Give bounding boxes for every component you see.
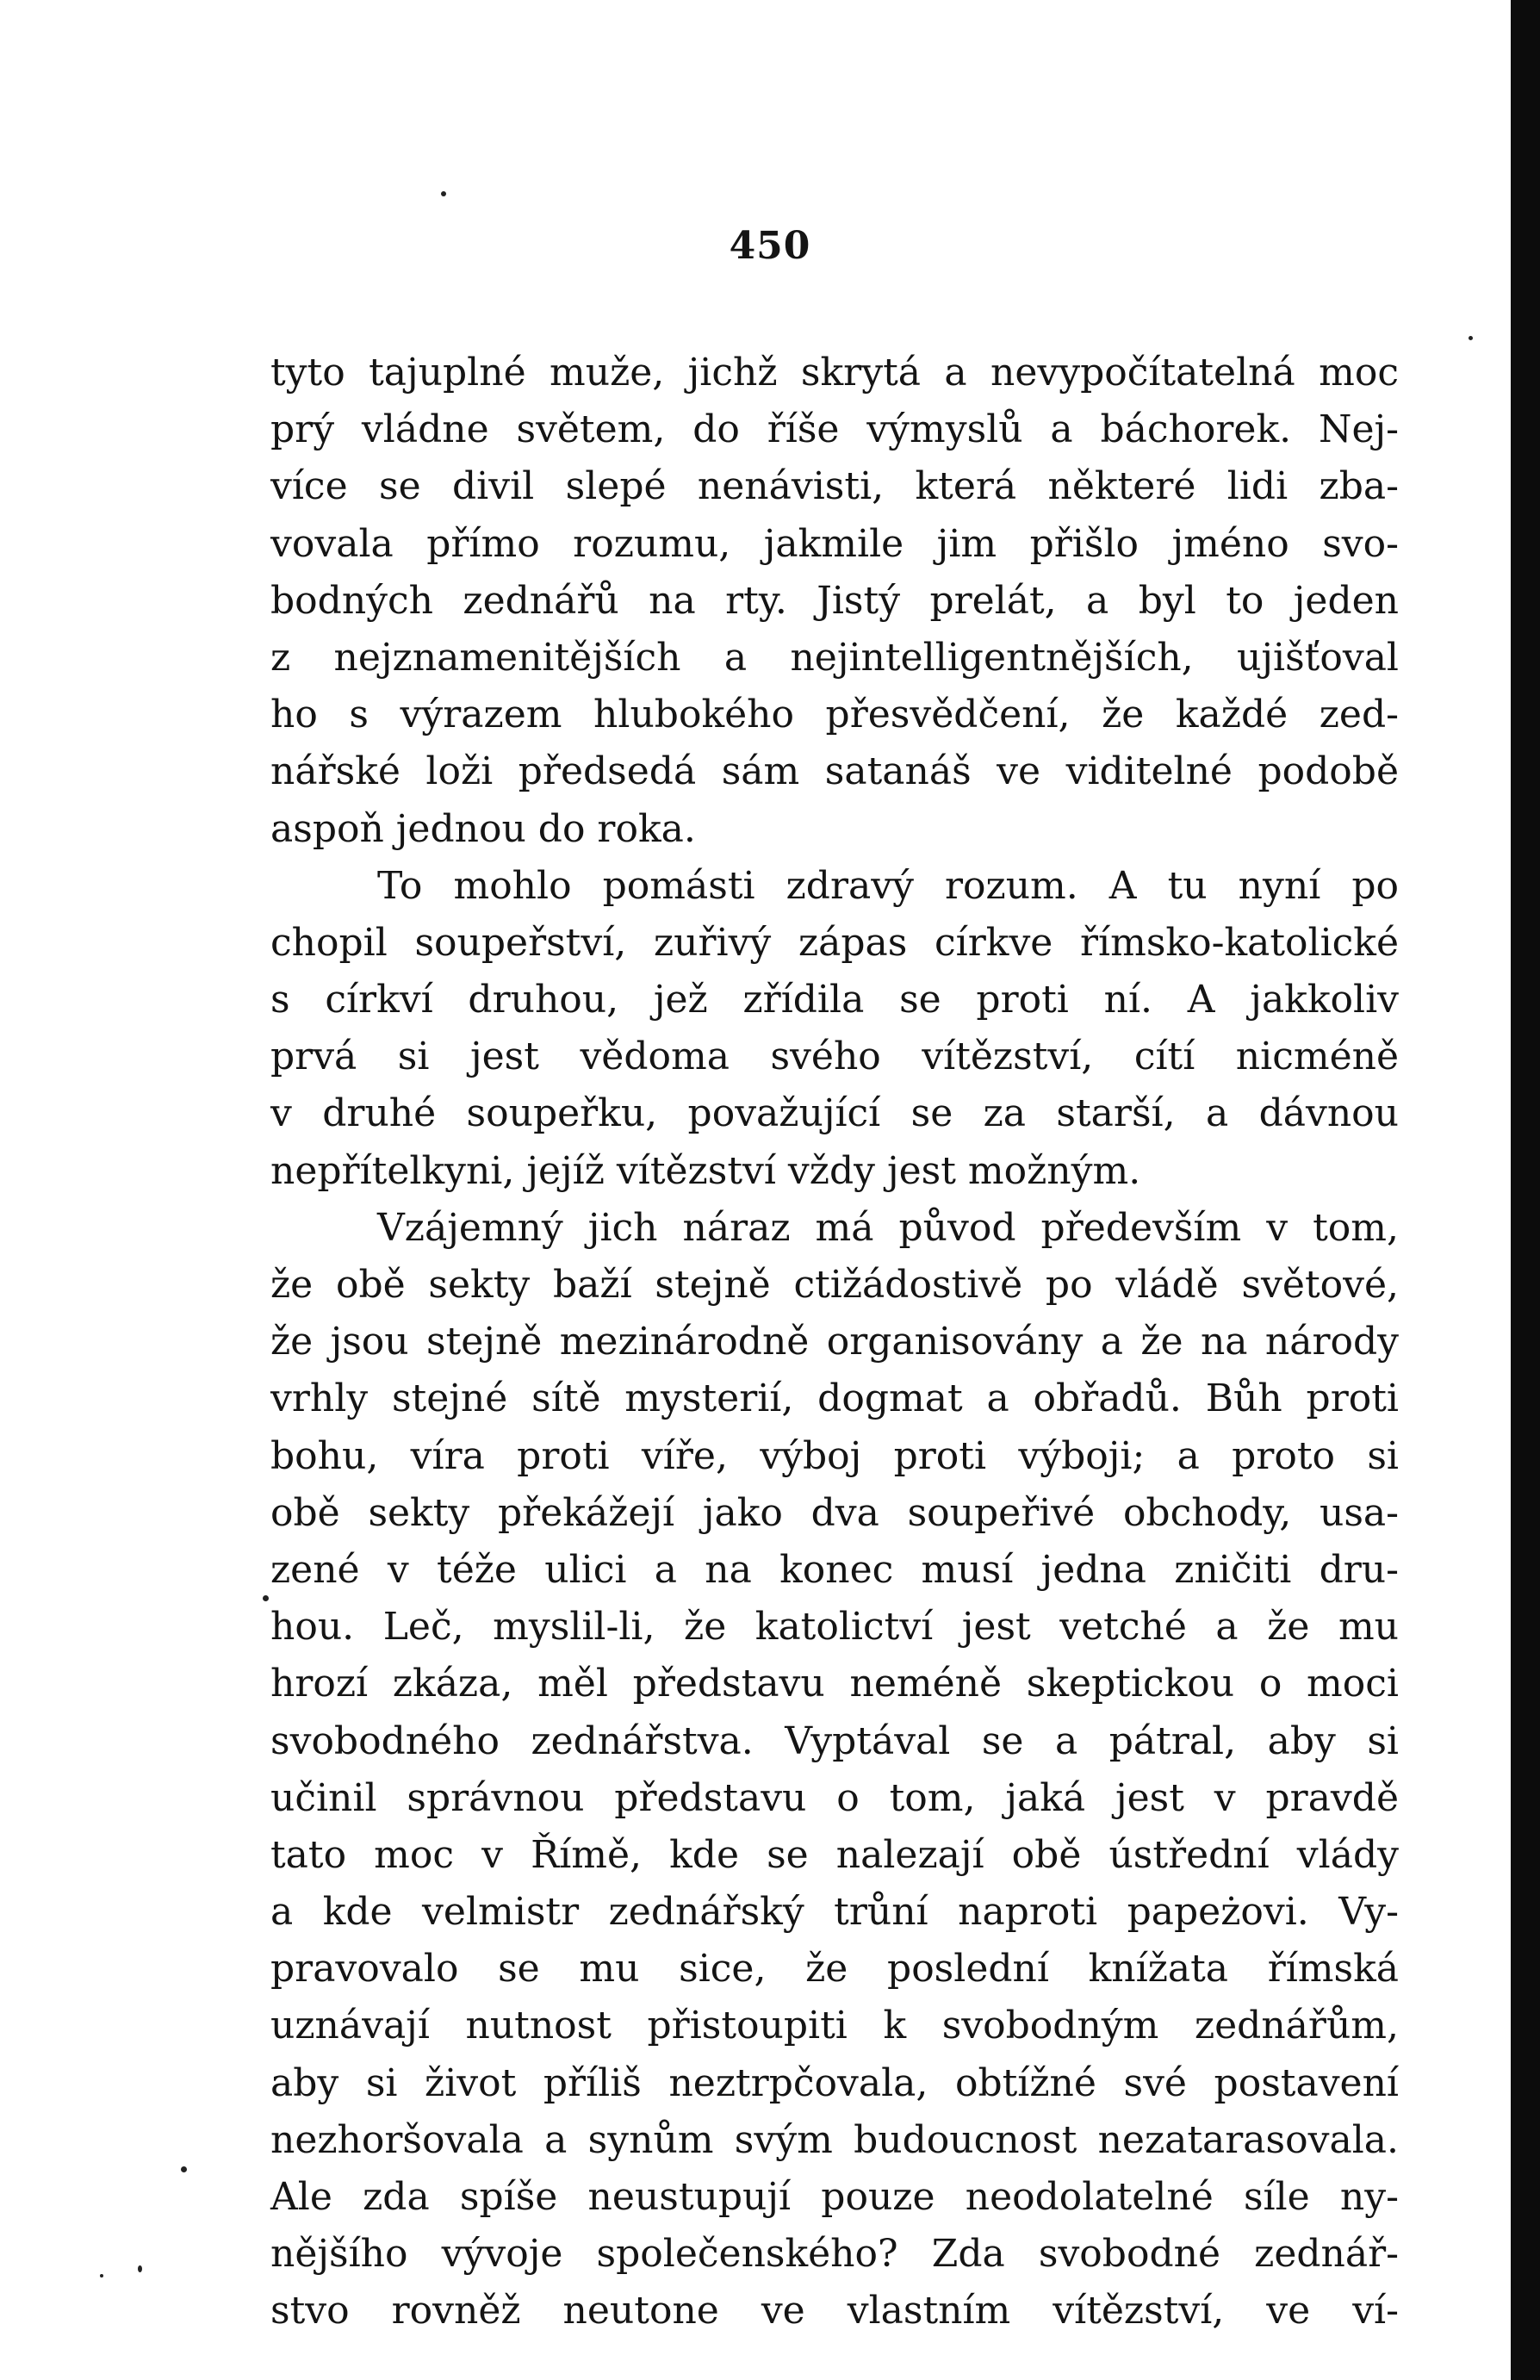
body-text [270,345,1399,2340]
text-line: pravovalo se mu sice, že poslední knížata římská [270,1947,1399,1992]
text-line: nářské loži předsedá sám satanáš ve viditelné podobě [270,749,1399,794]
text-line: více se divil slepé nenávisti, která některé lidi zba- [270,464,1399,509]
text-line: učinil správnou představu o tom, jaká jest v pravdě [270,1775,1399,1820]
text-line: Ale zda spíše neustupují pouze neodolatelné síle ny- [270,2175,1399,2219]
text-line: chopil soupeřství, zuřivý zápas církve římsko-katolické [270,920,1399,965]
scan-speck [138,2265,142,2272]
text-line: stvo rovněž neutone ve vlastním vítězství, ve ví- [270,2289,1399,2333]
scan-speck [100,2274,103,2277]
text-line: svobodného zednářstva. Vyptával se a pátral, aby si [270,1718,1399,1763]
text-line: tato moc v Římě, kde se nalezají obě ústřední vlády [270,1832,1399,1877]
text-line: obě sekty překážejí jako dva soupeřivé obchody, usa- [270,1490,1399,1535]
text-line: tyto tajuplné muže, jichž skrytá a nevypočítatelná moc [270,351,1399,395]
text-line: aby si život příliš neztrpčovala, obtížné své postavení [270,2060,1399,2105]
text-line: zené v téže ulici a na konec musí jedna zničiti dru- [270,1547,1399,1592]
text-line: aspoň jednou do roka. [270,806,696,851]
text-line: Vzájemný jich náraz má původ především v tom, [377,1205,1399,1250]
text-line: v druhé soupeřku, považující se za starší, a dávnou [270,1091,1399,1136]
text-line: prvá si jest vědoma svého vítězství, cítí nicméně [270,1035,1399,1079]
text-line: ho s výrazem hlubokého přesvědčení, že každé zed- [270,693,1399,737]
text-line: že obě sekty baží stejně ctižádostivě po vládě světové, [270,1263,1399,1307]
text-line: z nejznamenitějších a nejintelligentnějších, ujišťoval [270,635,1399,680]
text-line: bohu, víra proti víře, výboj proti výboji; a proto si [270,1433,1399,1478]
text-line: nepřítelkyni, jejíž vítězství vždy jest možným. [270,1148,1141,1193]
text-line: hou. Leč, myslil-li, že katolictví jest vetché a že mu [270,1605,1399,1650]
text-line: že jsou stejně mezinárodně organisovány a že na národy [270,1320,1399,1364]
page-edge-shadow [1511,0,1540,2380]
page-number: 450 [729,224,811,268]
scan-speck [1469,336,1473,340]
scan-speck [181,2166,187,2172]
text-line: nezhoršovala a synům svým budoucnost nezatarasovala. [270,2117,1399,2162]
text-line: bodných zednářů na rty. Jistý prelát, a byl to jeden [270,578,1399,623]
text-line: nějšího vývoje společenského? Zda svobodné zednář- [270,2232,1399,2277]
text-line: vrhly stejné sítě mysterií, dogmat a obřadů. Bůh proti [270,1376,1399,1421]
text-line: To mohlo pomásti zdravý rozum. A tu nyní po [377,863,1399,908]
scan-speck [441,191,446,196]
text-line: hrozí zkáza, měl představu neméně skeptickou o moci [270,1662,1399,1706]
scan-speck [263,1595,269,1601]
text-line: s církví druhou, jež zřídila se proti ní. A jakkoliv [270,978,1399,1022]
text-line: vovala přímo rozumu, jakmile jim přišlo jméno svo- [270,521,1399,566]
text-line: uznávají nutnost přistoupiti k svobodným zednářům, [270,2004,1399,2048]
text-line: prý vládne světem, do říše výmyslů a báchorek. Nej- [270,407,1399,452]
text-line: a kde velmistr zednářský trůní naproti papeżovi. Vy- [270,1890,1399,1935]
